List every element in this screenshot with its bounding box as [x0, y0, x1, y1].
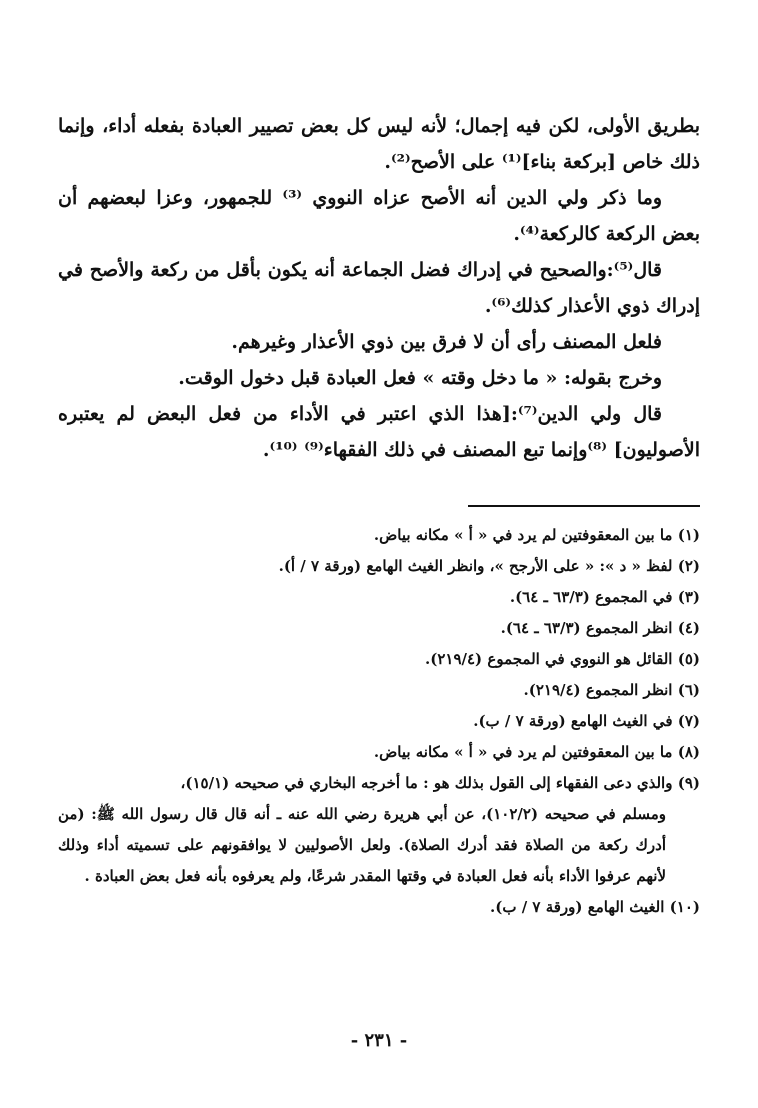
footnote-number: (٩) [677, 774, 700, 792]
main-paragraph-4: فلعل المصنف رأى أن لا فرق بين ذوي الأعذار وغيرهم. [231, 331, 662, 353]
footnote-number: (١٠) [669, 898, 700, 916]
footnote [58, 644, 700, 675]
main-paragraph-5: وخرج بقوله: « ما دخل وقته » فعل العبادة قبل دخول الوقت. [178, 367, 662, 389]
page-number: - ٢٣١ - [350, 1030, 408, 1051]
footnote-number: (٨) [677, 743, 700, 761]
footnote [58, 737, 700, 768]
main-paragraph-3: قال⁽⁵⁾:والصحيح في إدراك فضل الجماعة أنه يكون بأقل من ركعة والأصح في إدراك ذوي الأعذار كذلك⁽⁶⁾. [58, 259, 700, 317]
footnote-text: ما بين المعقوفتين لم يرد في « أ » مكانه بياض. [373, 743, 673, 761]
footnote-text: في المجموع (٦٣/٣ ـ ٦٤). [509, 588, 673, 606]
footnote [58, 706, 700, 737]
footnote-text: والذي دعى الفقهاء إلى القول بذلك هو : ما أخرجه البخاري في صحيحه (١٥/١)، [180, 774, 673, 792]
main-paragraph-6: قال ولي الدين⁽⁷⁾:[هذا الذي اعتبر في الأداء من فعل البعض لم يعتبره الأصوليون] ⁽⁸⁾وإنما تبع المصنف في ذلك الفقهاء⁽⁹⁾ ⁽¹⁰⁾. [58, 403, 700, 461]
footnote [58, 551, 700, 582]
footnote [58, 582, 700, 613]
footnote-number: (١) [677, 526, 700, 544]
footnote [58, 520, 700, 551]
footnote-text: القائل هو النووي في المجموع (٢١٩/٤). [425, 650, 673, 668]
footnote-text: ما بين المعقوفتين لم يرد في « أ » مكانه بياض. [373, 526, 673, 544]
footnote-number: (٤) [677, 619, 700, 637]
footnote-text: الغيث الهامع (ورقة ٧ / ب). [490, 898, 665, 916]
footnote-number: (٥) [677, 650, 700, 668]
footnote-number: (٣) [677, 588, 700, 606]
footnote-text: انظر المجموع (٦٣/٣ ـ ٦٤). [500, 619, 673, 637]
footnote-text: انظر المجموع (٢١٩/٤). [523, 681, 673, 699]
footnote-continuation: ومسلم في صحيحه (١٠٢/٢)، عن أبي هريرة رضي الله عنه ـ أنه قال قال رسول الله ﷺ: (من أدرك ركعة من الصلاة فقد أدرك الصلاة). ولعل الأصوليين لا يوافقونهم على تسميته أداء وذلك لأنهم عرفوا الأداء بأنه فعل العبادة في وقتها المقدر شرعًا، ولم يعرفوه بأنه فعل بعض العبادة . [58, 805, 666, 885]
footnote [58, 892, 700, 923]
footnote-separator [468, 505, 700, 507]
main-paragraph-2: وما ذكر ولي الدين أنه الأصح عزاه النووي ⁽³⁾ للجمهور، وعزا لبعضهم أن بعض الركعة كالركعة⁽⁴⁾. [58, 187, 700, 245]
footnote-number: (٧) [677, 712, 700, 730]
main-text [58, 108, 700, 468]
footnote-number: (٦) [677, 681, 700, 699]
footnote-number: (٢) [677, 557, 700, 575]
main-paragraph-1: بطريق الأولى، لكن فيه إجمال؛ لأنه ليس كل بعض تصيير العبادة بفعله أداء، وإنما ذلك خاص [بركعة بناء]⁽¹⁾ على الأصح⁽²⁾. [58, 115, 700, 173]
footnote [58, 675, 700, 706]
footnote-text: في الغيث الهامع (ورقة ٧ / ب). [473, 712, 673, 730]
footnote [58, 613, 700, 644]
footnote [58, 768, 700, 892]
footnote-text: لفظ « د »: « على الأرجح »، وانظر الغيث الهامع (ورقة ٧ / أ). [278, 557, 673, 575]
footnotes [58, 520, 700, 923]
